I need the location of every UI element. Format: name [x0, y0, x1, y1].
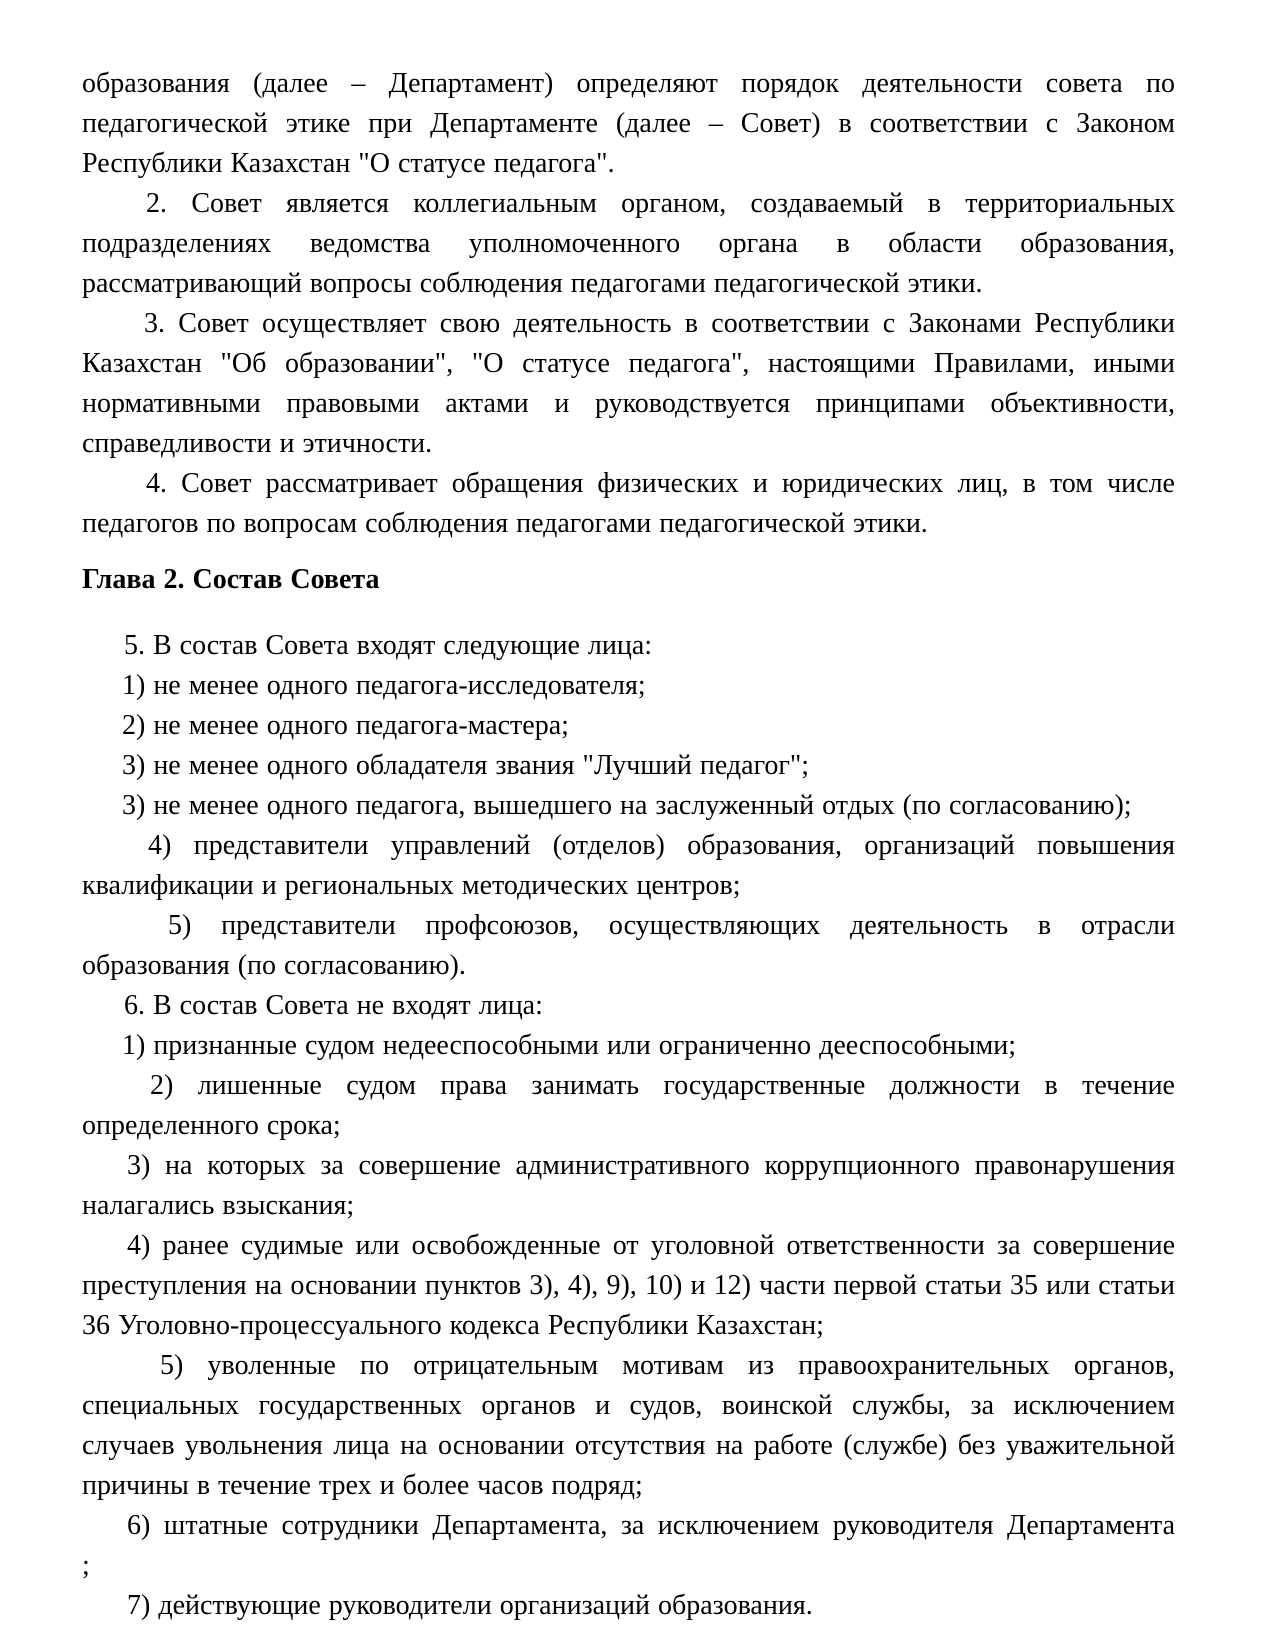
paragraph: 3. Совет осуществляет свою деятельность в соответствии с Законами Республики Казахстан "Об образовании", "О статусе педагога", настоящими Правилами, иными нормативными правовыми актами и руководствуется принципами объективности, справедливости и этичности. — [82, 308, 1175, 459]
paragraph: 3) не менее одного педагога, вышедшего на заслуженный отдых (по согласованию); — [122, 790, 1132, 821]
paragraph: 3) на которых за совершение административного коррупционного правонарушения налагались взыскания; — [82, 1150, 1175, 1221]
paragraph: ; — [82, 1550, 90, 1581]
paragraph: 7) действующие руководители организаций образования. — [127, 1590, 813, 1621]
paragraph: 5. В состав Совета входят следующие лица: — [124, 630, 653, 661]
paragraph: 2) лишенные судом права занимать государственные должности в течение определенного срока; — [82, 1070, 1175, 1141]
paragraph: 1) признанные судом недееспособными или ограниченно дееспособными; — [122, 1030, 1016, 1061]
paragraph: 4) ранее судимые или освобожденные от уголовной ответственности за совершение преступления на основании пунктов 3), 4), 9), 10) и 12) части первой статьи 35 или статьи 36 Уголовно-процессуального кодекса Республики Казахстан; — [82, 1230, 1175, 1341]
paragraph: 5) уволенные по отрицательным мотивам из правоохранительных органов, специальных государственных органов и судов, воинской службы, за исключением случаев увольнения лица на основании отсутствия на работе (службе) без уважительной причины в течение трех и более часов подряд; — [82, 1350, 1175, 1501]
chapter-heading: Глава 2. Состав Совета — [82, 564, 380, 595]
paragraph: образования (далее – Департамент) определяют порядок деятельности совета по педагогической этике при Департаменте (далее – Совет) в соответствии с Законом Республики Казахстан "О статусе педагога". — [82, 68, 1175, 179]
paragraph: 4. Совет рассматривает обращения физических и юридических лиц, в том числе педагогов по вопросам соблюдения педагогами педагогической этики. — [82, 468, 1175, 539]
paragraph: 6) штатные сотрудники Департамента, за исключением руководителя Департамента — [127, 1510, 1175, 1541]
paragraph: 2. Совет является коллегиальным органом, создаваемый в территориальных подразделениях ведомства уполномоченного органа в области образования, рассматривающий вопросы соблюдения педагогами педагогической этики. — [82, 188, 1175, 299]
paragraph: 4) представители управлений (отделов) образования, организаций повышения квалификации и региональных методических центров; — [82, 830, 1175, 901]
paragraph: 6. В состав Совета не входят лица: — [124, 990, 543, 1021]
paragraph: 3) не менее одного обладателя звания "Лучший педагог"; — [122, 750, 810, 781]
paragraph: 1) не менее одного педагога-исследователя; — [122, 670, 646, 701]
paragraph: 2) не менее одного педагога-мастера; — [122, 710, 569, 741]
paragraph: 5) представители профсоюзов, осуществляющих деятельность в отрасли образования (по согласованию). — [82, 910, 1175, 981]
